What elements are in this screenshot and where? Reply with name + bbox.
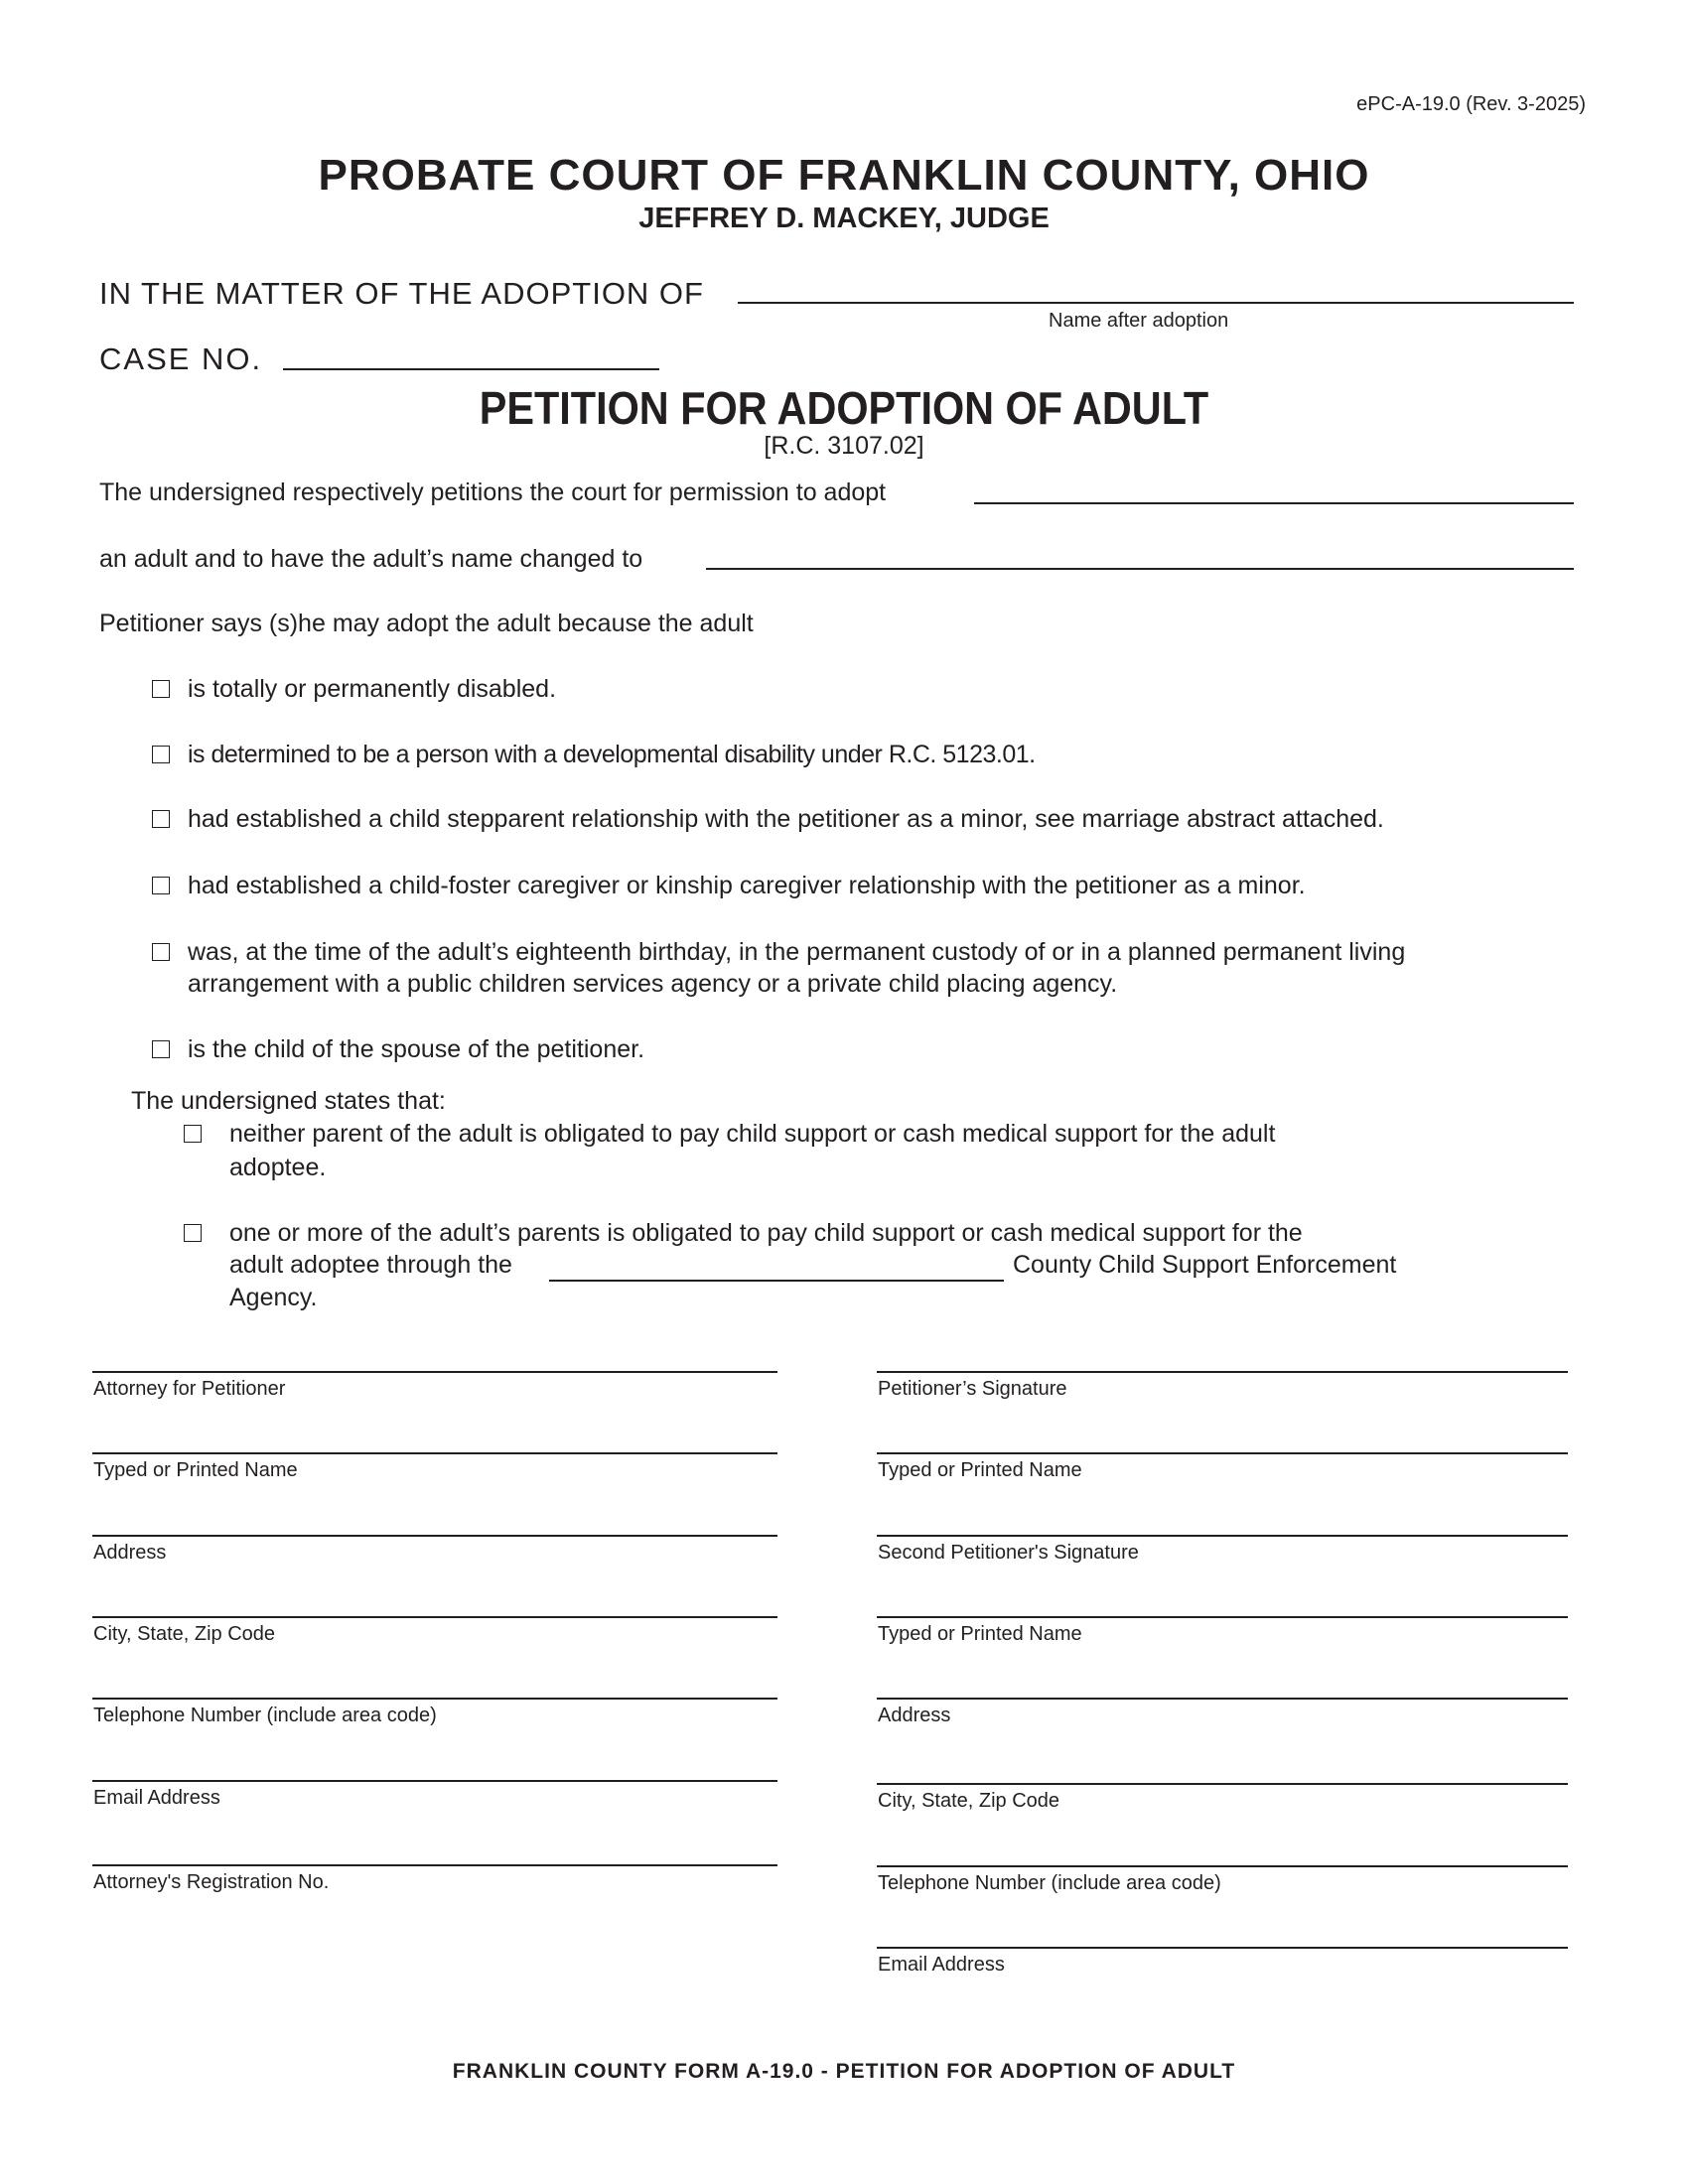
- signature-line-field[interactable]: [92, 1780, 777, 1782]
- reason-checkbox-custody[interactable]: [152, 943, 170, 961]
- signature-line-label: City, State, Zip Code: [878, 1790, 1060, 1812]
- support-checkbox-none[interactable]: [184, 1125, 202, 1143]
- signature-line-label: Typed or Printed Name: [878, 1623, 1082, 1645]
- matter-label: IN THE MATTER OF THE ADOPTION OF: [99, 276, 704, 311]
- support-label-cont: adoptee.: [229, 1154, 327, 1181]
- signature-line-label: Telephone Number (include area code): [878, 1872, 1221, 1894]
- reason-checkbox-foster[interactable]: [152, 877, 170, 894]
- signature-line-label: City, State, Zip Code: [93, 1623, 276, 1645]
- signature-line-field[interactable]: [92, 1864, 777, 1866]
- reason-label-cont: arrangement with a public children services agency or a private child placing agency.: [188, 970, 1118, 998]
- signature-line-field[interactable]: [92, 1535, 777, 1537]
- form-footer: FRANKLIN COUNTY FORM A-19.0 - PETITION FOR ADOPTION OF ADULT: [452, 2060, 1236, 2083]
- signature-line-field[interactable]: [877, 1865, 1568, 1867]
- signature-line-field[interactable]: [877, 1698, 1568, 1700]
- signature-line-label: Email Address: [93, 1787, 220, 1809]
- signature-line-field[interactable]: [877, 1616, 1568, 1618]
- reason-checkbox-disabled[interactable]: [152, 680, 170, 698]
- judge-name: JEFFREY D. MACKEY, JUDGE: [638, 203, 1050, 234]
- reason-label: had established a child-foster caregiver or kinship caregiver relationship with the petitioner as a minor.: [188, 872, 1306, 899]
- signature-line-field[interactable]: [92, 1616, 777, 1618]
- signature-line-field[interactable]: [877, 1371, 1568, 1373]
- reason-label: is determined to be a person with a developmental disability under R.C. 5123.01.: [188, 741, 1036, 768]
- signature-line-label: Address: [93, 1542, 167, 1564]
- reason-checkbox-developmental[interactable]: [152, 746, 170, 763]
- support-label-cont: Agency.: [229, 1284, 318, 1311]
- signature-line-label: Address: [878, 1705, 951, 1726]
- reason-checkbox-spouse-child[interactable]: [152, 1040, 170, 1058]
- reason-label: had established a child stepparent relationship with the petitioner as a minor, see marriage abstract attached.: [188, 805, 1384, 833]
- signature-line-field[interactable]: [92, 1452, 777, 1454]
- signature-line-field[interactable]: [877, 1783, 1568, 1785]
- matter-caption: Name after adoption: [1049, 310, 1229, 332]
- support-label-cont: adult adoptee through the: [229, 1251, 512, 1279]
- petition-line-2: an adult and to have the adult’s name changed to: [99, 545, 643, 573]
- states-intro: The undersigned states that:: [131, 1087, 446, 1115]
- county-field[interactable]: [549, 1280, 1004, 1282]
- support-label: neither parent of the adult is obligated to pay child support or cash medical support for the adult: [229, 1120, 1276, 1148]
- matter-name-field[interactable]: [738, 302, 1574, 304]
- signature-line-field[interactable]: [92, 1371, 777, 1373]
- reason-intro: Petitioner says (s)he may adopt the adult because the adult: [99, 610, 754, 637]
- page-title: PETITION FOR ADOPTION OF ADULT: [479, 382, 1209, 434]
- signature-line-label: Second Petitioner's Signature: [878, 1542, 1139, 1564]
- reason-label: is the child of the spouse of the petitioner.: [188, 1035, 645, 1063]
- signature-line-field[interactable]: [92, 1698, 777, 1700]
- signature-line-field[interactable]: [877, 1452, 1568, 1454]
- case-number-field[interactable]: [283, 368, 659, 370]
- reason-label: is totally or permanently disabled.: [188, 675, 557, 703]
- signature-line-label: Typed or Printed Name: [93, 1459, 298, 1481]
- signature-line-label: Petitioner’s Signature: [878, 1378, 1067, 1400]
- reason-checkbox-stepparent[interactable]: [152, 810, 170, 828]
- signature-line-field[interactable]: [877, 1535, 1568, 1537]
- signature-line-label: Typed or Printed Name: [878, 1459, 1082, 1481]
- court-name: PROBATE COURT OF FRANKLIN COUNTY, OHIO: [318, 151, 1370, 200]
- form-code: ePC-A-19.0 (Rev. 3-2025): [1356, 93, 1586, 115]
- support-label-cont: County Child Support Enforcement: [1013, 1251, 1397, 1279]
- support-label: one or more of the adult’s parents is obligated to pay child support or cash medical support for the: [229, 1219, 1303, 1247]
- signature-line-label: Telephone Number (include area code): [93, 1705, 437, 1726]
- signature-line-label: Attorney's Registration No.: [93, 1871, 330, 1893]
- signature-line-label: Email Address: [878, 1954, 1005, 1976]
- reason-label: was, at the time of the adult’s eighteenth birthday, in the permanent custody of or in a planned permanent living: [188, 938, 1406, 966]
- case-label: CASE NO.: [99, 341, 263, 376]
- adoptee-name-field[interactable]: [974, 502, 1574, 504]
- statute-ref: [R.C. 3107.02]: [764, 432, 924, 460]
- signature-line-label: Attorney for Petitioner: [93, 1378, 286, 1400]
- new-name-field[interactable]: [706, 568, 1574, 570]
- signature-line-field[interactable]: [877, 1947, 1568, 1949]
- petition-line-1: The undersigned respectively petitions the court for permission to adopt: [99, 478, 887, 506]
- support-checkbox-obligated[interactable]: [184, 1224, 202, 1242]
